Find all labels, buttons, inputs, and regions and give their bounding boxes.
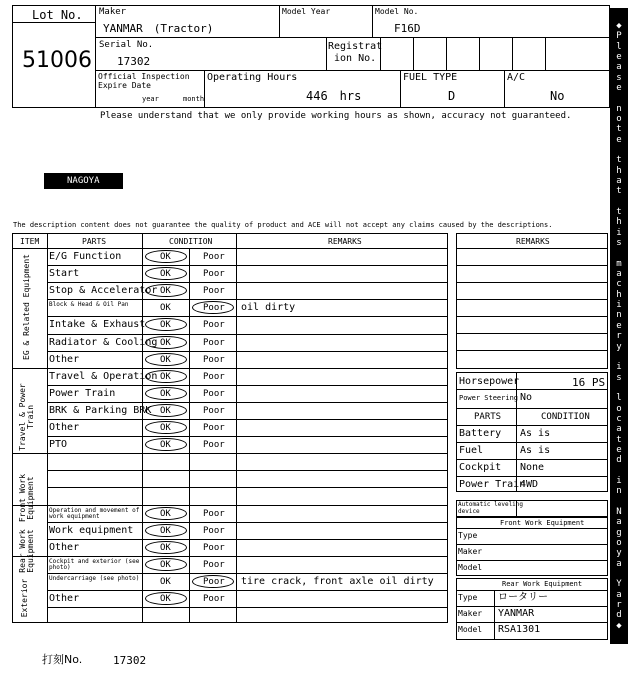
sidebar-char: y <box>616 548 622 558</box>
part-label: Travel & Operation <box>49 371 158 382</box>
auto-level-label-2: device <box>458 508 480 515</box>
group-label-exterior: Exterior <box>20 578 29 618</box>
inspection-label-1: Official Inspection <box>98 72 190 81</box>
part-label: Stop & Accelerator <box>49 285 158 296</box>
table-row <box>47 419 448 436</box>
part-label: E/G Function <box>49 251 122 262</box>
part-label: Other <box>49 354 80 365</box>
inspection-label-2: Expire Date <box>98 81 151 90</box>
group-label-eg: EG & Related Equipment <box>22 254 31 360</box>
header-condition: CONDITION <box>169 237 213 246</box>
hours-value: 446 hrs <box>306 89 362 103</box>
sidebar-char: i <box>616 228 622 238</box>
ok-option: OK <box>160 338 171 348</box>
part-label: PTO <box>49 439 68 450</box>
poor-option: Poor <box>203 389 225 399</box>
remark-text: oil dirty <box>241 302 296 313</box>
stamp-label: 打刻No. <box>42 653 83 666</box>
ok-option: OK <box>160 526 171 536</box>
registration-label-2: ion No. <box>334 53 377 64</box>
front-model-label: Model <box>458 563 483 572</box>
selected-condition-circle <box>192 301 234 314</box>
condition-header: CONDITION <box>541 412 590 422</box>
sidebar-char: s <box>616 238 622 248</box>
sidebar-char: l <box>616 393 622 403</box>
ok-option: OK <box>160 509 171 519</box>
sidebar-char: t <box>616 435 622 445</box>
poor-option: Poor <box>203 252 225 262</box>
sidebar-char: a <box>616 62 622 72</box>
ok-option: OK <box>160 252 171 262</box>
horsepower-value: 16 PS <box>572 376 606 389</box>
maker-label: Maker <box>99 7 127 17</box>
sidebar-char: i <box>616 300 622 310</box>
fuel-value: As is <box>520 445 551 456</box>
rear-type-value: ロータリー <box>498 592 548 603</box>
ok-option: OK <box>160 594 171 604</box>
model-year-label: Model Year <box>282 7 331 16</box>
selected-condition-circle <box>145 541 187 554</box>
sidebar-char: t <box>616 186 622 196</box>
sidebar-char: a <box>616 517 622 527</box>
sidebar-char: a <box>616 559 622 569</box>
ok-option: OK <box>160 355 171 365</box>
sidebar-char: o <box>616 404 622 414</box>
parts-header: PARTS <box>474 412 502 422</box>
part-label: Undercarriage (see photo) <box>49 575 140 582</box>
front-type-label: Type <box>458 531 478 540</box>
power-steering-label: Power Steering <box>459 394 519 402</box>
ok-option: OK <box>160 303 171 313</box>
part-label: BRK & Parking BRK <box>49 405 152 416</box>
registration-label-1: Registrat <box>328 41 383 52</box>
ac-value: No <box>550 89 565 103</box>
rear-model-value: RSA1301 <box>498 624 541 635</box>
table-row <box>47 590 448 607</box>
selected-condition-circle <box>145 524 187 537</box>
sidebar-char: a <box>616 590 622 600</box>
sidebar-char: e <box>616 135 622 145</box>
poor-option: Poor <box>203 423 225 433</box>
sidebar-char: t <box>616 207 622 217</box>
table-row <box>47 470 448 487</box>
maker-value: YANMAR (Tractor) <box>103 22 214 35</box>
cockpit-value: None <box>520 462 545 473</box>
selected-condition-circle <box>192 575 234 588</box>
sidebar-char: h <box>616 166 622 176</box>
header-parts: PARTS <box>82 237 107 246</box>
ok-option: OK <box>160 560 171 570</box>
part-label: Work equipment <box>49 525 134 536</box>
month-label: month <box>183 95 205 103</box>
poor-option: Poor <box>203 440 225 450</box>
auto-level-label-1: Automatic leveling <box>458 501 524 508</box>
poor-option: Poor <box>203 406 225 416</box>
rear-model-label: Model <box>458 625 483 634</box>
poor-option: Poor <box>203 320 225 330</box>
part-label: Other <box>49 422 80 433</box>
poor-option: Poor <box>203 286 225 296</box>
part-label: Radiator & Cooling <box>49 337 158 348</box>
part-label: Other <box>49 542 80 553</box>
sidebar-char: r <box>616 331 622 341</box>
ok-option: OK <box>160 372 171 382</box>
lot-label: Lot No. <box>32 8 83 22</box>
sidebar-char: t <box>616 155 622 165</box>
location-sidebar <box>610 8 628 644</box>
selected-condition-circle <box>145 267 187 280</box>
header-item: ITEM <box>20 237 40 246</box>
group-label-rear: Rear Work Equipment <box>18 529 35 573</box>
sidebar-char: e <box>616 83 622 93</box>
selected-condition-circle <box>145 421 187 434</box>
sidebar-char: o <box>616 538 622 548</box>
sidebar-char: e <box>616 445 622 455</box>
sidebar-char: n <box>616 104 622 114</box>
table-row <box>47 265 448 282</box>
sidebar-char: Y <box>616 579 622 589</box>
selected-condition-circle <box>145 507 187 520</box>
table-row <box>47 453 448 470</box>
poor-option: Poor <box>203 509 225 519</box>
fuel-type-value: D <box>448 89 456 103</box>
model-no-label: Model No. <box>375 7 419 16</box>
poor-option: Poor <box>203 355 225 365</box>
battery-value: As is <box>520 428 551 439</box>
sidebar-char: P <box>616 31 622 41</box>
fuel-type-label: FUEL TYPE <box>403 72 458 83</box>
right-remarks-box <box>456 233 608 369</box>
part-label: Cockpit and exterior (see photo) <box>49 558 140 572</box>
stamp-value: 17302 <box>113 654 147 667</box>
front-work-title: Front Work Equipment <box>500 519 585 527</box>
sidebar-char: i <box>616 362 622 372</box>
selected-condition-circle <box>145 336 187 349</box>
sidebar-char: h <box>616 217 622 227</box>
selected-condition-circle <box>145 353 187 366</box>
poor-option: Poor <box>203 372 225 382</box>
group-label-travel: Travel & Power Train <box>18 383 35 451</box>
fuel-label: Fuel <box>459 445 484 456</box>
table-row <box>47 436 448 453</box>
sidebar-char: y <box>616 342 622 352</box>
lot-number: 51006 <box>22 48 92 73</box>
poor-option: Poor <box>203 303 225 313</box>
table-row <box>47 539 448 556</box>
part-label: Intake & Exhaust <box>49 319 146 330</box>
poor-option: Poor <box>203 594 225 604</box>
selected-condition-circle <box>145 318 187 331</box>
sidebar-char: m <box>616 259 622 269</box>
sidebar-char: N <box>616 507 622 517</box>
sidebar-char: n <box>616 310 622 320</box>
part-label: Power Train <box>49 388 116 399</box>
sidebar-char: s <box>616 73 622 83</box>
disclaimer: The description content does not guarantee the quality of product and ACE will not accept any claims caused by the descriptions. <box>13 221 553 229</box>
ok-option: OK <box>160 389 171 399</box>
sidebar-char: i <box>616 476 622 486</box>
sidebar-char: n <box>616 486 622 496</box>
poor-option: Poor <box>203 560 225 570</box>
selected-condition-circle <box>145 250 187 263</box>
model-no-value: F16D <box>394 22 421 35</box>
sidebar-char: a <box>616 269 622 279</box>
ok-option: OK <box>160 440 171 450</box>
sidebar-char: ◆ <box>616 21 622 31</box>
sidebar-char: c <box>616 414 622 424</box>
selected-condition-circle <box>145 592 187 605</box>
right-remarks-header: REMARKS <box>516 237 550 246</box>
sidebar-char: d <box>616 455 622 465</box>
sidebar-char: h <box>616 290 622 300</box>
battery-label: Battery <box>459 428 502 439</box>
group-label-front: Front Work Equipment <box>18 473 35 523</box>
ok-option: OK <box>160 286 171 296</box>
sidebar-char: t <box>616 124 622 134</box>
poor-option: Poor <box>203 338 225 348</box>
sidebar-char: o <box>616 114 622 124</box>
ok-option: OK <box>160 320 171 330</box>
sidebar-char: a <box>616 424 622 434</box>
hours-label: Operating Hours <box>207 72 298 83</box>
part-label: Block & Head & Oil Pan <box>49 301 129 308</box>
front-maker-label: Maker <box>458 547 483 556</box>
location-badge-text: NAGOYA <box>67 176 100 186</box>
ok-option: OK <box>160 423 171 433</box>
ac-label: A/C <box>507 72 526 83</box>
sidebar-char: c <box>616 279 622 289</box>
ok-option: OK <box>160 577 171 587</box>
power-train-value: 4WD <box>520 479 539 490</box>
ok-option: OK <box>160 269 171 279</box>
table-row <box>47 351 448 368</box>
poor-option: Poor <box>203 543 225 553</box>
rear-maker-value: YANMAR <box>498 608 535 619</box>
selected-condition-circle <box>145 438 187 451</box>
cockpit-label: Cockpit <box>459 462 502 473</box>
sidebar-char: d <box>616 610 622 620</box>
serial-value: 17302 <box>117 55 151 68</box>
selected-condition-circle <box>145 370 187 383</box>
hours-notice: Please understand that we only provide working hours as shown, accuracy not guaranteed. <box>100 111 572 121</box>
ok-option: OK <box>160 543 171 553</box>
horsepower-label: Horsepower <box>459 376 520 387</box>
sidebar-char: g <box>616 528 622 538</box>
rear-type-label: Type <box>458 593 478 602</box>
sidebar-char: ◆ <box>616 621 622 631</box>
header-remarks: REMARKS <box>328 237 362 246</box>
sidebar-char: l <box>616 42 622 52</box>
sidebar-char: s <box>616 373 622 383</box>
serial-label: Serial No. <box>99 40 154 50</box>
selected-condition-circle <box>145 387 187 400</box>
sidebar-char: e <box>616 52 622 62</box>
rear-work-title: Rear Work Equipment <box>502 580 583 588</box>
part-label: Other <box>49 593 80 604</box>
rear-maker-label: Maker <box>458 609 483 618</box>
part-label: Operation and movement of work equipment <box>49 507 140 521</box>
ok-option: OK <box>160 406 171 416</box>
power-steering-value: No <box>520 392 533 403</box>
power-train-label: Power Train <box>459 479 526 490</box>
table-row <box>47 487 448 504</box>
year-label: year <box>142 95 159 103</box>
poor-option: Poor <box>203 526 225 536</box>
poor-option: Poor <box>203 269 225 279</box>
selected-condition-circle <box>145 404 187 417</box>
selected-condition-circle <box>145 284 187 297</box>
sidebar-char: r <box>616 600 622 610</box>
part-label: Start <box>49 268 80 279</box>
sidebar-char: a <box>616 176 622 186</box>
poor-option: Poor <box>203 577 225 587</box>
sidebar-char: e <box>616 321 622 331</box>
selected-condition-circle <box>145 558 187 571</box>
remark-text: tire crack, front axle oil dirty <box>241 576 434 587</box>
